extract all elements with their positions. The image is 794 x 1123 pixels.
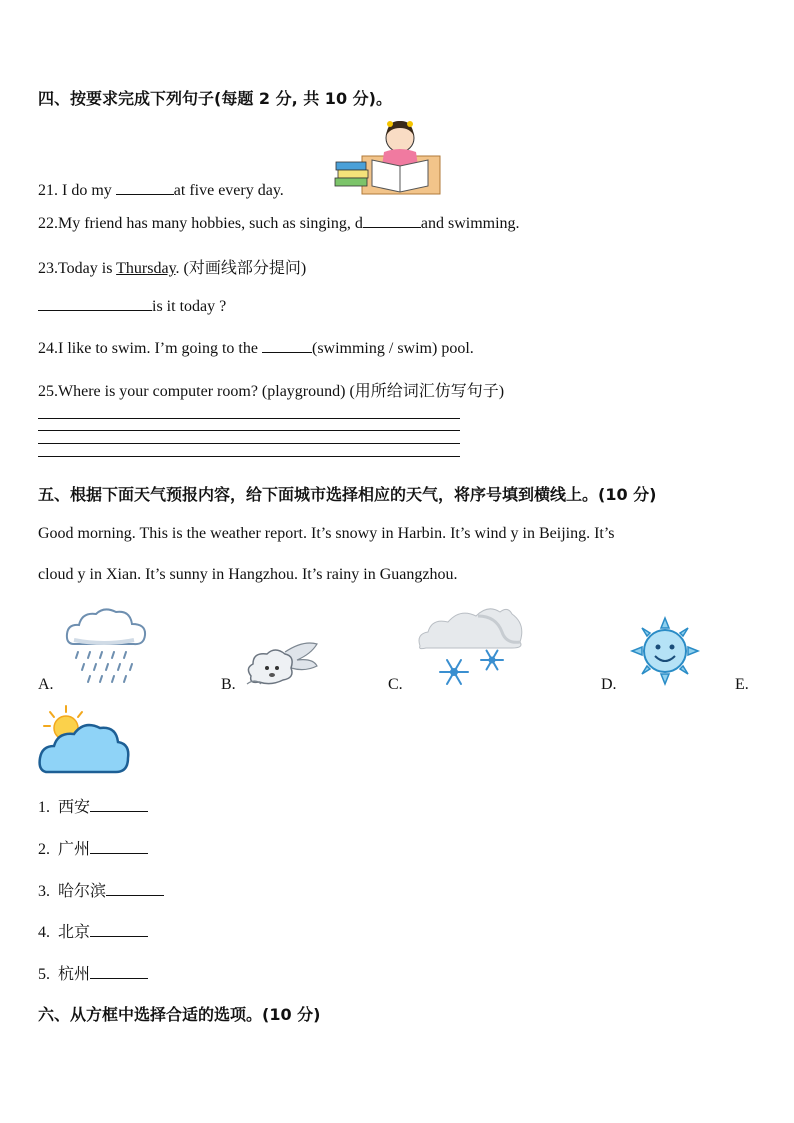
answer-line[interactable] [38, 430, 460, 431]
question-text: My friend has many hobbies, such as singing, d [58, 215, 363, 232]
question-number: 22. [38, 215, 58, 232]
city-name: 广州 [58, 839, 91, 858]
wind-cloud-icon [245, 638, 321, 690]
question-text: I like to swim. I’m going to the [58, 340, 262, 357]
section-5-heading: 五、根据下面天气预报内容，给下面城市选择相应的天气，将序号填到横线上。(10 分) [38, 485, 657, 504]
question-number: 25. [38, 383, 58, 400]
answer-blank[interactable] [90, 839, 148, 854]
question-22 [38, 213, 520, 233]
question-text: at five every day. [173, 182, 284, 199]
question-text: is it today ? [152, 298, 227, 315]
answer-blank[interactable] [38, 296, 152, 311]
answer-blank[interactable] [90, 922, 148, 937]
answer-blank[interactable] [116, 180, 174, 195]
city-name: 杭州 [58, 964, 91, 983]
answer-line[interactable] [38, 418, 460, 419]
question-text: Today is [58, 260, 117, 277]
question-text: Where is your computer room? (playground) (用所给词汇仿写句子) [58, 383, 505, 400]
question-23 [38, 255, 306, 278]
city-answer-5 [38, 961, 148, 984]
question-21 [38, 180, 284, 200]
option-d-label: D. [601, 676, 617, 693]
city-answer-2 [38, 836, 148, 859]
girl-reading-illustration [332, 116, 442, 196]
weather-report-line-1: Good morning. This is the weather report. It’s snowy in Harbin. It’s wind y in Beijing. It’s [38, 525, 615, 542]
city-answer-1 [38, 794, 148, 817]
option-c-label: C. [388, 676, 403, 693]
rain-cloud-icon [64, 606, 148, 688]
answer-blank[interactable] [90, 797, 148, 812]
answer-blank[interactable] [363, 213, 421, 228]
weather-report-line-2: cloud y in Xian. It’s sunny in Hangzhou. It’s rainy in Guangzhou. [38, 566, 458, 583]
city-number: 3. [38, 883, 50, 900]
question-number: 24. [38, 340, 58, 357]
sun-icon [630, 616, 700, 686]
answer-blank[interactable] [106, 881, 164, 896]
answer-blank[interactable] [262, 338, 312, 353]
question-number: 21. [38, 182, 58, 199]
city-number: 5. [38, 966, 50, 983]
city-name: 哈尔滨 [58, 881, 107, 900]
city-name: 西安 [58, 797, 91, 816]
question-text: and swimming. [420, 215, 520, 232]
section-6-heading: 六、从方框中选择合适的选项。(10 分) [38, 1005, 321, 1024]
snow-cloud-icon [416, 602, 528, 690]
question-25 [38, 378, 504, 401]
partly-cloudy-icon [38, 702, 132, 780]
question-text: . (对画线部分提问) [175, 260, 307, 277]
underlined-word: Thursday [116, 260, 176, 277]
answer-line[interactable] [38, 443, 460, 444]
city-answer-4 [38, 919, 148, 942]
question-23-answer-line [38, 296, 226, 316]
city-number: 4. [38, 924, 50, 941]
section-4-heading: 四、按要求完成下列句子(每题 2 分, 共 10 分)。 [38, 89, 392, 108]
city-number: 2. [38, 841, 50, 858]
option-a-label: A. [38, 676, 54, 693]
answer-line[interactable] [38, 456, 460, 457]
question-number: 23. [38, 260, 58, 277]
city-answer-3 [38, 878, 164, 901]
option-b-label: B. [221, 676, 236, 693]
city-number: 1. [38, 799, 50, 816]
question-24 [38, 338, 474, 358]
question-text: I do my [58, 182, 116, 199]
question-text: (swimming / swim) pool. [311, 340, 474, 357]
city-name: 北京 [58, 922, 91, 941]
option-e-label: E. [735, 676, 749, 693]
answer-blank[interactable] [90, 964, 148, 979]
